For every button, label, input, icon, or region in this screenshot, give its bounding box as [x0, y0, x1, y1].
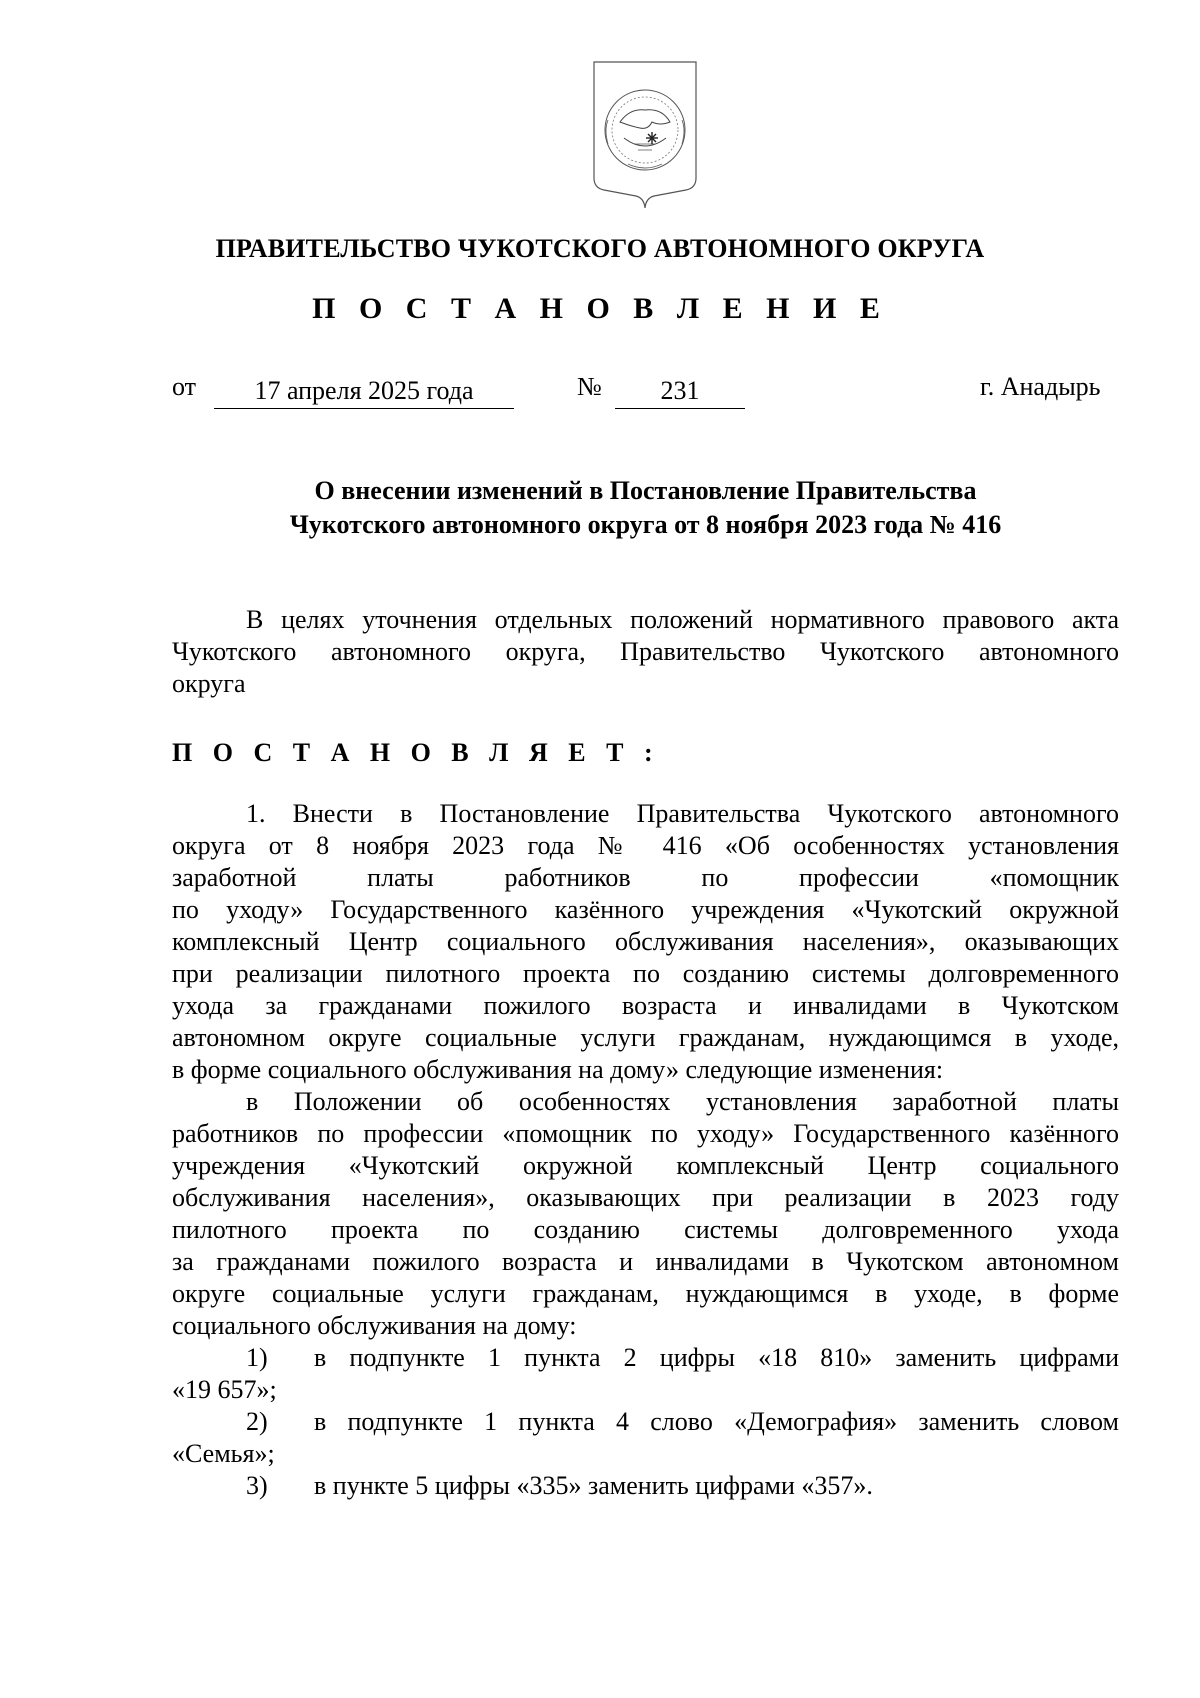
decree-heading: П О С Т А Н О В Л Я Е Т : — [172, 738, 660, 767]
text-line: социального обслуживания на дому: — [172, 1311, 577, 1340]
title-line: Чукотского автономного округа от 8 ноября 2023 года № 416 — [289, 510, 1002, 539]
number-field: 231 — [615, 380, 745, 409]
list-item-tail: «19 657»; — [172, 1375, 277, 1404]
text-line: по уходу» Государственного казённого учреждения «Чукотский окружной — [172, 895, 1119, 924]
text-line: автономном округе социальные услуги гражданам, нуждающимся в уходе, — [172, 1023, 1119, 1052]
text-line: при реализации пилотного проекта по созданию системы долговременного — [172, 959, 1119, 988]
coat-of-arms-emblem-icon — [590, 60, 700, 212]
regulation-paragraph — [172, 1086, 1119, 1342]
date-field: 17 апреля 2025 года — [214, 380, 514, 409]
title-line: О внесении изменений в Постановление Правительства — [314, 476, 977, 505]
text-line: пилотного проекта по созданию системы долговременного ухода — [172, 1215, 1119, 1244]
text-line: в Положении об особенностях установления заработной платы — [246, 1087, 1119, 1116]
organization-heading: ПРАВИТЕЛЬСТВО ЧУКОТСКОГО АВТОНОМНОГО ОКРУГА — [215, 234, 985, 263]
point-1-paragraph — [172, 798, 1119, 1086]
list-item-tail: «Семья»; — [172, 1439, 275, 1468]
text-line: обслуживания населения», оказывающих при реализации в 2023 году — [172, 1183, 1119, 1212]
text-line: за гражданами пожилого возраста и инвалидами в Чукотском автономном — [172, 1247, 1119, 1276]
preamble-paragraph — [172, 604, 1119, 700]
text-line: в форме социального обслуживания на дому» следующие изменения: — [172, 1055, 944, 1084]
text-line: Чукотского автономного округа, Правительство Чукотского автономного — [172, 637, 1119, 666]
list-item-text: в пункте 5 цифры «335» заменить цифрами «357». — [314, 1471, 873, 1500]
text-line: комплексный Центр социального обслуживания населения», оказывающих — [172, 927, 1119, 956]
list-item — [172, 1470, 1119, 1502]
text-line: 1. Внести в Постановление Правительства Чукотского автономного — [246, 799, 1119, 828]
list-item-text: в подпункте 1 пункта 2 цифры «18 810» заменить цифрами — [314, 1343, 1119, 1372]
list-item-number: 1) — [246, 1343, 268, 1372]
text-line: учреждения «Чукотский окружной комплексный Центр социального — [172, 1151, 1119, 1180]
text-line: округа — [172, 669, 246, 698]
text-line: округе социальные услуги гражданам, нуждающимся в уходе, в форме — [172, 1279, 1119, 1308]
list-item-number: 3) — [246, 1471, 268, 1500]
list-item — [172, 1406, 1119, 1470]
text-line: округа от 8 ноября 2023 года № 416 «Об особенностях установления — [172, 831, 1119, 860]
document-type-heading: П О С Т А Н О В Л Е Н И Е — [312, 292, 888, 325]
number-prefix: № — [577, 372, 602, 401]
document-title — [172, 474, 1119, 542]
text-line: работников по профессии «помощник по уходу» Государственного казённого — [172, 1119, 1119, 1148]
list-item — [172, 1342, 1119, 1406]
city: г. Анадырь — [980, 372, 1101, 401]
text-line: ухода за гражданами пожилого возраста и инвалидами в Чукотском — [172, 991, 1119, 1020]
date-prefix: от — [172, 372, 197, 401]
list-item-text: в подпункте 1 пункта 4 слово «Демография» заменить словом — [314, 1407, 1119, 1436]
text-line: В целях уточнения отдельных положений нормативного правового акта — [246, 605, 1119, 634]
list-item-number: 2) — [246, 1407, 268, 1436]
text-line: заработной платы работников по профессии «помощник — [172, 863, 1119, 892]
